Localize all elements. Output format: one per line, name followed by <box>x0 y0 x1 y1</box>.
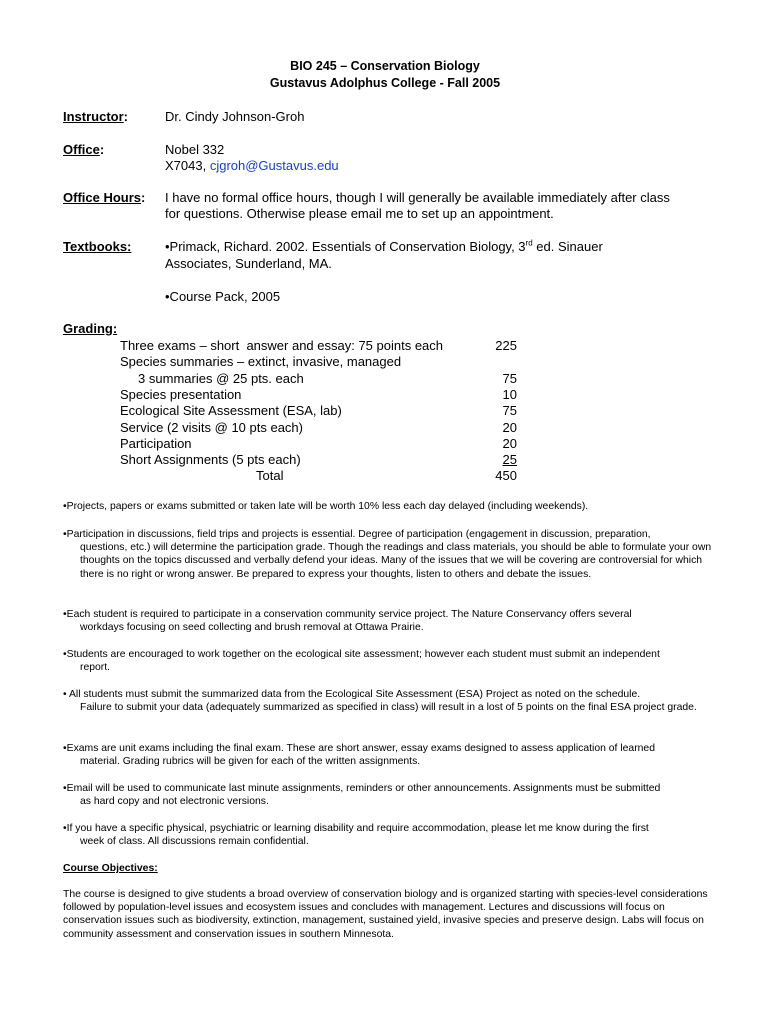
instructor-label: Instructor: <box>63 109 129 124</box>
grading-row <box>120 371 517 387</box>
grading-item: Three exams – short answer and essay: 75 points each <box>120 338 444 353</box>
grading-points: 10 <box>502 386 517 402</box>
policy-first-line: •If you have a specific physical, psychiatric or learning disability and require accommodation, please let me know during the first <box>63 823 649 834</box>
textbooks-label: Textbooks: <box>63 239 132 254</box>
policy-item <box>63 688 718 714</box>
policy-continuation: week of class. All discussions remain confidential. <box>80 836 309 848</box>
policy-first-line: •Students are encouraged to work together on the ecological site assessment; however each student must submit an independent <box>63 649 660 660</box>
policy-first-line: •Participation in discussions, field trips and projects is essential. Degree of participation (engagement in discussion, preparation, <box>63 529 651 540</box>
policy-continuation: material. Grading rubrics will be given for each of the written assignments. <box>80 756 421 768</box>
grading-item: 3 summaries @ 25 pts. each <box>120 370 304 386</box>
policy-continuation: questions, etc.) will determine the participation grade. Though the readings and class materials, you should be able to formulate your own thoughts on the topics discussed and verbally defend your ideas. Many of the issues that we will be covering are controversial for which there is no right or wrong answer. Be prepared to express your thoughts, listen to others and debate the issues. <box>80 542 712 580</box>
grading-points: 225 <box>495 338 517 353</box>
office-label: Office: <box>63 142 105 157</box>
email-link[interactable]: cjgroh@Gustavus.edu <box>209 158 339 173</box>
grading-row <box>120 436 517 452</box>
grading-item: Participation <box>120 435 192 451</box>
policy-item <box>63 500 718 513</box>
policy-item <box>63 822 718 848</box>
policy-continuation: report. <box>80 662 111 674</box>
grading-points: 25 <box>502 452 517 468</box>
objectives-heading: Course Objectives: <box>63 863 158 874</box>
grading-item: Species summaries – extinct, invasive, managed <box>120 354 402 370</box>
grading-points: 20 <box>502 435 517 451</box>
textbook-primack-publisher: Associates, Sunderland, MA. <box>165 256 332 271</box>
office-contact <box>165 158 339 175</box>
grading-row <box>120 420 517 436</box>
grading-label: Grading: <box>63 321 118 336</box>
grading-item: Short Assignments (5 pts each) <box>120 452 301 468</box>
policy-continuation: Failure to submit your data (adequately summarized as specified in class) will result in a lost of 5 points on the final ESA project grade. <box>80 702 697 714</box>
grading-row <box>120 403 517 419</box>
policy-first-line: •Email will be used to communicate last minute assignments, reminders or other announcements. Assignments must be submitted <box>63 783 661 794</box>
policy-first-line: •Each student is required to participate in a conservation community service project. The Nature Conservancy offers several <box>63 609 632 620</box>
textbook-primack: •Primack, Richard. 2002. Essentials of Conservation Biology, 3rd ed. Sinauer <box>165 238 603 254</box>
textbook-course-pack: •Course Pack, 2005 <box>165 289 281 304</box>
office-hours-line2: for questions. Otherwise please email me to set up an appointment. <box>165 206 554 221</box>
grading-row <box>120 452 517 468</box>
policy-item <box>63 648 718 674</box>
office-hours-line1: I have no formal office hours, though I will generally be available immediately after class <box>165 190 670 205</box>
office-phone: X7043, <box>165 158 210 173</box>
office-room: Nobel 332 <box>165 142 225 157</box>
policy-first-line: • All students must submit the summarized data from the Ecological Site Assessment (ESA) Project as noted on the schedule. <box>63 689 641 700</box>
grading-points: 75 <box>502 403 517 419</box>
grading-row <box>120 387 517 403</box>
total-points: 450 <box>495 468 517 483</box>
policy-item <box>63 742 718 768</box>
grading-item: Service (2 visits @ 10 pts each) <box>120 419 303 435</box>
policy-item <box>63 782 718 808</box>
course-title: BIO 245 – Conservation Biology <box>290 59 480 73</box>
policy-continuation: workdays focusing on seed collecting and brush removal at Ottawa Prairie. <box>80 622 424 634</box>
objectives-text: The course is designed to give students a broad overview of conservation biology and is organized starting with species-level considerations followed by population-level issues and ecosystem issues and concludes with management. Lectures and discussions will focus on conservation issues such as biodiversity, extinction, management, sustained yield, invasive species and preserve design. Labs will focus on community assessment and conservation issues in southern Minnesota. <box>63 889 708 940</box>
total-label: Total <box>256 468 284 483</box>
grading-points: 75 <box>502 370 517 386</box>
office-hours-label: Office Hours: <box>63 190 146 205</box>
policy-first-line: •Exams are unit exams including the final exam. These are short answer, essay exams designed to assess application of learned <box>63 743 655 754</box>
grading-points: 20 <box>502 419 517 435</box>
grading-row <box>120 338 517 354</box>
college-term: Gustavus Adolphus College - Fall 2005 <box>269 76 501 90</box>
grading-row <box>120 354 517 370</box>
policy-item <box>63 608 718 634</box>
policy-continuation: as hard copy and not electronic versions. <box>80 796 269 808</box>
policy-item <box>63 528 718 581</box>
grading-item: Ecological Site Assessment (ESA, lab) <box>120 403 342 419</box>
instructor-name: Dr. Cindy Johnson-Groh <box>165 109 305 124</box>
grading-item: Species presentation <box>120 386 242 402</box>
policy-first-line: •Projects, papers or exams submitted or taken late will be worth 10% less each day delayed (including weekends). <box>63 501 589 512</box>
